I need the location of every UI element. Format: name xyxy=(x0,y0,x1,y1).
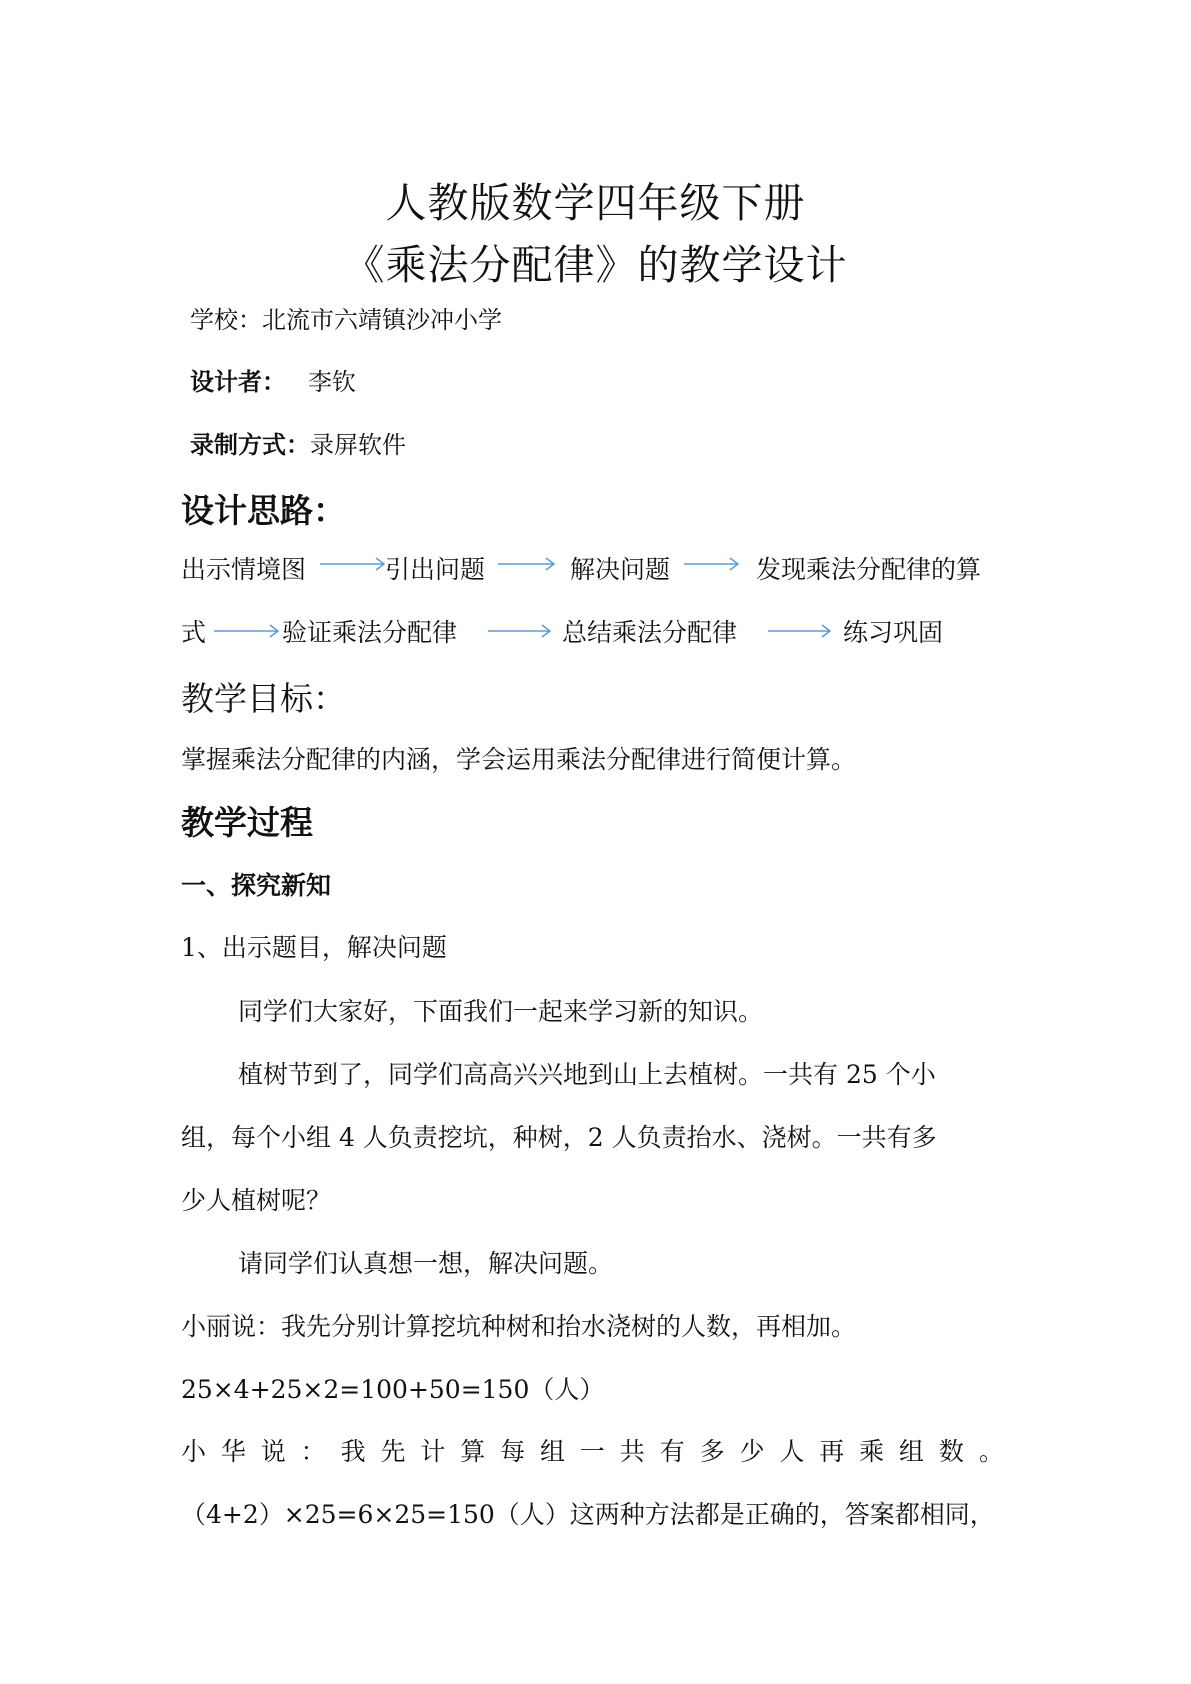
paragraph-greeting: 同学们大家好，下面我们一起来学习新的知识。 xyxy=(238,997,764,1026)
xiaohua-char: 再 xyxy=(819,1437,845,1466)
xiaohua-char: 有 xyxy=(659,1437,685,1466)
xiaohua-char: 说 xyxy=(260,1437,286,1466)
xiaohua-char: ： xyxy=(300,1437,326,1466)
xiaohua-char: 小 xyxy=(181,1437,207,1466)
designer-row xyxy=(190,362,356,397)
flow-arrow-1 xyxy=(318,556,388,572)
flow-step-3: 解决问题 xyxy=(570,555,671,584)
flow-step-1: 出示情境图 xyxy=(181,555,307,584)
title-line-1: 人教版数学四年级下册 xyxy=(385,179,806,227)
xiaohua-char: 。 xyxy=(978,1437,1004,1466)
flow-step-6: 总结乘法分配律 xyxy=(562,618,738,647)
xiaohua-statement xyxy=(181,1432,1004,1468)
flow-step-5: 验证乘法分配律 xyxy=(282,618,458,647)
title-line-2: 《乘法分配律》的教学设计 xyxy=(343,241,848,289)
process-heading: 教学过程 xyxy=(181,803,313,842)
recording-row xyxy=(190,425,406,460)
xiaoli-statement: 小丽说：我先分别计算挖坑种树和抬水浇树的人数，再相加。 xyxy=(181,1312,857,1341)
formula-2-line: （4+2）×25=6×25=150（人）这两种方法都是正确的，答案都相同， xyxy=(181,1500,995,1529)
designer-label: 设计者： xyxy=(190,367,286,396)
xiaohua-char: 我 xyxy=(340,1437,366,1466)
school-row xyxy=(190,300,502,335)
xiaohua-char: 人 xyxy=(779,1437,805,1466)
objectives-heading: 教学目标： xyxy=(181,679,346,718)
flow-arrow-6 xyxy=(766,623,834,639)
recording-value: 录屏软件 xyxy=(310,431,406,459)
xiaohua-char: 数 xyxy=(938,1437,964,1466)
paragraph-problem-line-3: 少人植树呢？ xyxy=(181,1186,332,1215)
flow-step-4-cont: 式 xyxy=(181,618,207,647)
xiaohua-char: 多 xyxy=(699,1437,725,1466)
flow-step-7: 练习巩固 xyxy=(843,618,944,647)
section1-heading: 一、探究新知 xyxy=(181,871,332,900)
flow-arrow-2 xyxy=(496,556,558,572)
school-value: 北流市六靖镇沙冲小学 xyxy=(262,306,502,334)
xiaohua-char: 一 xyxy=(579,1437,605,1466)
flow-arrow-4 xyxy=(212,623,282,639)
xiaohua-char: 华 xyxy=(220,1437,246,1466)
xiaohua-char: 计 xyxy=(420,1437,446,1466)
paragraph-problem-line-1: 植树节到了，同学们高高兴兴地到山上去植树。一共有 25 个小 xyxy=(238,1060,936,1089)
recording-label: 录制方式： xyxy=(190,430,310,459)
design-idea-heading: 设计思路： xyxy=(181,491,346,530)
objectives-text: 掌握乘法分配律的内涵，学会运用乘法分配律进行简便计算。 xyxy=(181,745,857,774)
xiaohua-char: 算 xyxy=(460,1437,486,1466)
xiaohua-char: 乘 xyxy=(859,1437,885,1466)
flow-step-2: 引出问题 xyxy=(385,555,486,584)
xiaohua-char: 少 xyxy=(739,1437,765,1466)
paragraph-problem-line-2: 组，每个小组 4 人负责挖坑，种树，2 人负责抬水、浇树。一共有多 xyxy=(181,1123,937,1152)
xiaohua-char: 共 xyxy=(619,1437,645,1466)
paragraph-think: 请同学们认真想一想，解决问题。 xyxy=(238,1249,614,1278)
xiaohua-char: 先 xyxy=(380,1437,406,1466)
designer-value: 李钦 xyxy=(308,368,356,396)
xiaohua-char: 组 xyxy=(899,1437,925,1466)
school-label: 学校： xyxy=(190,306,262,334)
flow-step-4: 发现乘法分配律的算 xyxy=(756,555,982,584)
formula-1: 25×4+25×2=100+50=150（人） xyxy=(181,1375,605,1404)
xiaohua-char: 组 xyxy=(540,1437,566,1466)
flow-arrow-3 xyxy=(682,556,742,572)
item1-title: 1、出示题目，解决问题 xyxy=(181,933,447,962)
flow-arrow-5 xyxy=(486,623,554,639)
xiaohua-char: 每 xyxy=(500,1437,526,1466)
